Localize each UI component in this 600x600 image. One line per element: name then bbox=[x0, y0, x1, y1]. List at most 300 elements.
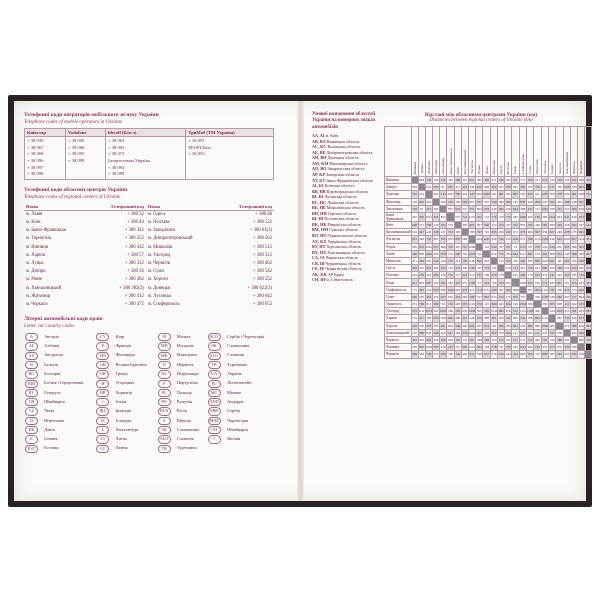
matrix-cell: 337 bbox=[455, 273, 461, 278]
matrix-cell: 775 bbox=[520, 178, 526, 183]
matrix-col-header: Запоріжжя bbox=[439, 127, 446, 177]
legend-item: AT, KT Івано-Франківська область bbox=[312, 177, 374, 183]
matrix-cell bbox=[571, 336, 578, 343]
matrix-cell: 305 bbox=[455, 230, 461, 235]
matrix-cell: 502 bbox=[426, 258, 432, 263]
matrix-cell: 911 bbox=[535, 192, 540, 197]
city-name: м. Чернігів bbox=[147, 260, 170, 266]
matrix-cell: 670 bbox=[564, 323, 570, 328]
cell-trimob-codes: + 38 091 PEOPLEnet + 38 092 bbox=[186, 137, 274, 180]
matrix-cell: 899 bbox=[440, 244, 446, 249]
cell-vodafone-codes: + 38 050 + 38 066 + 38 095 + 38 099 bbox=[65, 137, 105, 180]
table-row bbox=[24, 252, 274, 260]
matrix-cell: 902 bbox=[526, 212, 533, 221]
matrix-cell: 1172 bbox=[519, 244, 526, 249]
legend-item: BI, HI Полтавська область bbox=[312, 216, 359, 222]
matrix-cell: 392 bbox=[440, 266, 446, 271]
matrix-cell: 931 bbox=[586, 237, 591, 242]
regional-codes-section bbox=[24, 187, 292, 309]
matrix-cell: 452 bbox=[527, 192, 533, 197]
matrix-cell: 706 bbox=[505, 251, 511, 256]
matrix-cell: 475 bbox=[455, 266, 461, 271]
country-name: Польща bbox=[176, 389, 192, 395]
matrix-col-header: Черкаси bbox=[571, 127, 578, 177]
matrix-cell: 653 bbox=[527, 280, 533, 285]
matrix-cell: 559 bbox=[564, 266, 570, 271]
matrix-cell: 352 bbox=[476, 212, 483, 221]
matrix-row-header: Кропивницький bbox=[386, 230, 411, 235]
matrix-cell: 459 bbox=[586, 330, 591, 335]
matrix-cell: 81 bbox=[439, 184, 446, 191]
matrix-cell: 597 bbox=[462, 302, 468, 307]
matrix-cell: 648 bbox=[491, 237, 497, 242]
city-code: + 380 552 bbox=[252, 277, 272, 283]
matrix-cell: 296 bbox=[498, 230, 504, 235]
matrix-cell: 132 bbox=[491, 266, 497, 271]
matrix-cell: 650 bbox=[433, 316, 439, 321]
country-code-badge: BY bbox=[24, 388, 43, 397]
matrix-cell: 520 bbox=[419, 199, 424, 204]
matrix-cell: 280 bbox=[448, 309, 453, 314]
matrix-cell: 240 bbox=[564, 251, 570, 256]
matrix-cell: 459 bbox=[564, 352, 570, 357]
matrix-cell: 247 bbox=[419, 230, 424, 235]
matrix-cell: 767 bbox=[527, 287, 533, 292]
matrix-cell: 539 bbox=[412, 323, 417, 328]
country-code-badge: J bbox=[207, 435, 227, 444]
legend-item: BX, HX Хмельницька область bbox=[312, 249, 366, 255]
country-code-badge: RO bbox=[157, 398, 176, 407]
matrix-cell: 320 bbox=[419, 338, 424, 343]
matrix-cell: 1032 bbox=[490, 309, 498, 314]
country-name: Кіпр bbox=[115, 333, 125, 339]
matrix-cell: 629 bbox=[448, 338, 453, 343]
matrix-cell: 462 bbox=[571, 192, 577, 197]
matrix-cell: 781 bbox=[542, 338, 548, 343]
matrix-cell: 470 bbox=[469, 273, 475, 278]
matrix-cell: 213 bbox=[426, 206, 432, 211]
matrix-cell: 320 bbox=[571, 258, 577, 263]
matrix-cell: 593 bbox=[557, 199, 562, 204]
country-code-badge: UA bbox=[207, 370, 227, 379]
matrix-cell: 1111 bbox=[541, 185, 548, 190]
head-name-left: Назва bbox=[24, 203, 90, 211]
matrix-cell: 618 bbox=[491, 352, 497, 357]
matrix-cell: 1009 bbox=[578, 192, 585, 197]
matrix-row-header: Суми bbox=[385, 293, 412, 300]
matrix-cell: 726 bbox=[426, 352, 432, 357]
country-code-badge: F bbox=[95, 342, 114, 351]
matrix-cell: 672 bbox=[469, 287, 475, 292]
matrix-cell: 539 bbox=[557, 178, 562, 183]
matrix-cell: 805 bbox=[469, 223, 475, 228]
matrix-cell: 840 bbox=[476, 258, 482, 263]
matrix-cell: 824 bbox=[513, 206, 518, 211]
matrix-cell: 734 bbox=[549, 178, 555, 183]
country-codes-title-en: Letter car country codes bbox=[24, 323, 74, 330]
city-name: м. Одеса bbox=[147, 211, 166, 217]
matrix-cell: 520 bbox=[433, 185, 439, 190]
country-code-badge: FL bbox=[207, 379, 227, 388]
matrix-cell: 898 bbox=[484, 185, 490, 190]
matrix-cell: 653 bbox=[513, 273, 518, 278]
legend-item: BT, HT Херсонська область bbox=[312, 244, 362, 250]
matrix-cell: 209 bbox=[564, 345, 570, 350]
matrix-cell: 643 bbox=[535, 266, 540, 271]
matrix-cell: 428 bbox=[455, 302, 461, 307]
matrix-cell: 1266 bbox=[468, 244, 476, 249]
matrix-cell: 746 bbox=[412, 192, 417, 197]
matrix-cell: 973 bbox=[578, 316, 584, 321]
country-code-badge: N bbox=[157, 360, 176, 369]
country-code-badge: LV bbox=[95, 444, 114, 453]
matrix-cell: 388 bbox=[557, 338, 562, 343]
matrix-cell: 653 bbox=[527, 258, 533, 263]
matrix-cell: 453 bbox=[542, 330, 548, 335]
city-name: м. Миколаїв bbox=[147, 244, 173, 250]
legend-item: BC, HC Львівська область bbox=[312, 199, 359, 205]
matrix-row-header: Тернопіль bbox=[385, 301, 412, 308]
country-code-badge: MK bbox=[157, 351, 176, 360]
matrix-cell: 845 bbox=[513, 316, 518, 321]
matrix-cell: 478 bbox=[505, 266, 511, 271]
matrix-cell: 939 bbox=[462, 309, 468, 314]
matrix-cell: 135 bbox=[571, 230, 577, 235]
matrix-cell: 231 bbox=[535, 178, 540, 183]
matrix-cell: 453 bbox=[564, 309, 570, 314]
matrix-cell: 399 bbox=[586, 178, 591, 183]
matrix-cell: 322 bbox=[412, 338, 417, 343]
matrix-cell: 480 bbox=[498, 199, 504, 204]
country-name: Андорра bbox=[227, 398, 244, 404]
matrix-cell: 1045 bbox=[563, 237, 571, 242]
matrix-cell: 560 bbox=[549, 266, 555, 271]
matrix-cell: 824 bbox=[440, 280, 446, 285]
matrix-cell: 454 bbox=[586, 280, 591, 285]
matrix-cell: 785 bbox=[542, 223, 548, 228]
matrix-cell: 224 bbox=[484, 280, 490, 285]
matrix-cell: 471 bbox=[412, 258, 417, 263]
matrix-cell bbox=[578, 344, 585, 351]
matrix-cell: 595 bbox=[527, 178, 533, 183]
matrix-cell: 433 bbox=[513, 345, 518, 350]
matrix-cell: 587 bbox=[549, 352, 555, 357]
country-code-badge: NL bbox=[157, 370, 176, 379]
matrix-cell: 1004 bbox=[534, 287, 541, 292]
country-code-badge: CH bbox=[207, 425, 227, 434]
matrix-cell: 136 bbox=[448, 302, 453, 307]
country-name: Угорщина bbox=[115, 380, 135, 386]
city-code: + 380 542 bbox=[252, 269, 272, 275]
matrix-cell: 549 bbox=[557, 223, 562, 228]
matrix-cell: 931 bbox=[469, 352, 475, 357]
matrix-cell: 1047 bbox=[447, 192, 454, 197]
matrix-cell: 81 bbox=[419, 206, 424, 211]
matrix-cell: 556 bbox=[440, 178, 446, 183]
matrix-cell: 867 bbox=[419, 345, 424, 350]
legend-item: AK, KK АР Крим bbox=[312, 271, 344, 277]
matrix-row-header: Полтава bbox=[385, 272, 412, 279]
matrix-cell bbox=[512, 279, 519, 286]
matrix-cell: 679 bbox=[586, 345, 591, 350]
matrix-cell: 572 bbox=[542, 280, 548, 285]
table-row bbox=[24, 260, 274, 268]
country-name bbox=[226, 444, 276, 453]
matrix-cell: 326 bbox=[549, 338, 555, 343]
matrix-cell: 573 bbox=[412, 309, 417, 314]
matrix-cell: 141 bbox=[505, 316, 511, 321]
matrix-cell: 698 bbox=[419, 330, 424, 335]
matrix-cell: 755 bbox=[549, 330, 555, 335]
matrix-cell: 360 bbox=[412, 251, 417, 256]
table-row bbox=[385, 293, 592, 300]
country-name: Боснія і Герцеговина bbox=[44, 380, 84, 386]
matrix-cell: 746 bbox=[426, 178, 432, 183]
country-codes-section bbox=[24, 316, 292, 453]
matrix-cell: 430 bbox=[527, 199, 533, 204]
country-code-badge: IS bbox=[95, 416, 114, 425]
matrix-row-header: Рівне bbox=[385, 279, 412, 286]
matrix-cell: 721 bbox=[440, 302, 446, 307]
matrix-col-header: Ужгород bbox=[541, 127, 548, 177]
matrix-cell: 1050 bbox=[541, 323, 548, 328]
matrix-cell: 536 bbox=[549, 287, 555, 292]
matrix-cell: 432 bbox=[433, 251, 439, 256]
table-row bbox=[385, 191, 592, 198]
legend-item: AP, KP Запорізька область bbox=[312, 171, 359, 177]
matrix-cell: 446 bbox=[549, 237, 555, 242]
country-name: Швейцарія bbox=[227, 426, 248, 432]
matrix-cell: 183 bbox=[535, 345, 540, 350]
city-name: м. Житомир bbox=[26, 293, 51, 299]
matrix-cell: 867 bbox=[484, 294, 490, 299]
legend-item: CB, IB Чернівецька область bbox=[312, 260, 362, 266]
city-name: м. Дніпро bbox=[26, 269, 46, 275]
matrix-cell: 899 bbox=[476, 206, 482, 211]
city-name: м. Тернопіль bbox=[26, 236, 52, 242]
legend-item: BK, HK Рівненська область bbox=[312, 221, 362, 227]
matrix-cell: 335 bbox=[455, 294, 461, 299]
table-row bbox=[24, 236, 274, 244]
city-name: м. Луганськ bbox=[147, 293, 172, 299]
matrix-cell: 589 bbox=[476, 338, 482, 343]
city-name: м. Ужгород bbox=[147, 252, 171, 258]
plate-legend-section bbox=[312, 112, 378, 283]
matrix-cell: 769 bbox=[419, 302, 424, 307]
matrix-cell: 316 bbox=[462, 178, 468, 183]
city-code: + 380 412 bbox=[124, 293, 144, 299]
matrix-cell: 367 bbox=[448, 178, 453, 183]
matrix-cell: 419 bbox=[571, 266, 577, 271]
matrix-cell: 492 bbox=[535, 338, 540, 343]
table-header-row bbox=[385, 127, 592, 177]
matrix-cell: 673 bbox=[513, 230, 518, 235]
matrix-cell: 880 bbox=[542, 352, 548, 357]
matrix-cell: 176 bbox=[505, 294, 511, 299]
matrix-cell: 598 bbox=[469, 294, 475, 299]
matrix-cell: 461 bbox=[549, 258, 555, 263]
matrix-cell: 265 bbox=[476, 330, 482, 335]
city-code: + 380 312 bbox=[252, 252, 272, 258]
matrix-cell: 1040 bbox=[447, 287, 454, 292]
matrix-cell: 192 bbox=[571, 223, 577, 228]
matrix-cell: 693 bbox=[557, 352, 562, 357]
matrix-col-header: Сімферополь bbox=[519, 127, 526, 177]
matrix-cell: 191 bbox=[513, 330, 518, 335]
matrix-cell: 152 bbox=[484, 244, 490, 249]
matrix-cell: 152 bbox=[476, 251, 482, 256]
matrix-cell: 502 bbox=[476, 309, 482, 314]
matrix-row-header: Чернівці bbox=[385, 344, 412, 351]
matrix-cell: 183 bbox=[513, 199, 518, 204]
matrix-cell: 525 bbox=[440, 223, 446, 228]
matrix-col-header: Миколаїв bbox=[490, 127, 497, 177]
matrix-cell: 403 bbox=[571, 330, 577, 335]
matrix-cell: 191 bbox=[564, 280, 570, 285]
legend-item: AX, KX Харківська область bbox=[312, 238, 362, 244]
matrix-cell bbox=[541, 308, 548, 315]
table-row bbox=[24, 228, 274, 236]
matrix-cell: 147 bbox=[469, 192, 475, 197]
matrix-cell: 454 bbox=[513, 352, 518, 357]
matrix-cell: 653 bbox=[513, 294, 518, 299]
matrix-cell: 480 bbox=[455, 316, 461, 321]
legend-item: BO, HO Тернопільська область bbox=[312, 232, 368, 238]
matrix-cell: 987 bbox=[426, 280, 432, 285]
legend-item: AC, KC Волинська область bbox=[312, 144, 361, 150]
matrix-cell: 748 bbox=[578, 258, 584, 263]
matrix-cell: 1192 bbox=[468, 280, 476, 285]
matrix-cell: 570 bbox=[586, 302, 591, 307]
matrix-cell: 645 bbox=[542, 199, 548, 204]
matrix-cell: 726 bbox=[586, 192, 591, 197]
matrix-cell: 816 bbox=[578, 323, 584, 328]
matrix-cell: 1151 bbox=[483, 287, 490, 292]
left-page bbox=[24, 112, 292, 492]
matrix-cell: 461 bbox=[491, 316, 497, 321]
list-item bbox=[24, 398, 276, 407]
matrix-cell: 437 bbox=[440, 294, 446, 299]
table-row bbox=[385, 329, 592, 336]
matrix-cell: 68 bbox=[490, 322, 497, 329]
matrix-cell: 228 bbox=[557, 287, 562, 292]
matrix-cell: 923 bbox=[520, 330, 526, 335]
regional-codes-table bbox=[24, 203, 274, 309]
city-name: м. Херсон bbox=[147, 277, 168, 283]
country-name: Словенія bbox=[176, 436, 194, 442]
matrix-cell: 296 bbox=[520, 258, 526, 263]
right-page bbox=[312, 112, 591, 492]
matrix-cell: 602 bbox=[491, 330, 497, 335]
matrix-cell: 403 bbox=[564, 338, 570, 343]
country-code-badge: SRB bbox=[207, 407, 227, 416]
country-code-badge: S bbox=[157, 416, 176, 425]
matrix-cell: 503 bbox=[476, 345, 482, 350]
matrix-cell: 673 bbox=[462, 280, 468, 285]
matrix-cell: 185 bbox=[505, 185, 511, 190]
city-code: + 380 362 bbox=[124, 277, 144, 283]
head-code-left: Телефонний код bbox=[90, 203, 146, 211]
matrix-cell: 601 bbox=[426, 266, 432, 271]
matrix-cell: 867 bbox=[578, 185, 584, 190]
city-code: + 380 332 bbox=[124, 260, 144, 266]
country-code-badge: CZ bbox=[24, 407, 43, 416]
matrix-cell: 280 bbox=[541, 212, 548, 221]
matrix-cell: 227 bbox=[440, 230, 446, 235]
country-code-badge: SK bbox=[157, 425, 176, 434]
matrix-cell: 595 bbox=[412, 294, 417, 299]
matrix-cell: 905 bbox=[535, 316, 540, 321]
table-row bbox=[385, 286, 592, 293]
country-name: Білорусь bbox=[44, 389, 61, 395]
matrix-cell: 382 bbox=[512, 212, 519, 221]
matrix-cell: 985 bbox=[542, 266, 548, 271]
city-name: м. Рівне bbox=[26, 277, 43, 283]
matrix-cell: 323 bbox=[455, 280, 461, 285]
country-code-badge: EST bbox=[24, 444, 43, 453]
matrix-cell: 397 bbox=[520, 266, 526, 271]
col-kyivstar: Київстар bbox=[25, 129, 66, 137]
matrix-cell: 785 bbox=[455, 309, 461, 314]
city-code: + 380 642 bbox=[252, 293, 272, 299]
matrix-cell: 271 bbox=[586, 199, 591, 204]
matrix-cell: 502 bbox=[542, 244, 548, 249]
matrix-cell: 484 bbox=[462, 294, 468, 299]
mobile-codes-title-en: Telephone codes of mobile operators in Ukraine bbox=[24, 118, 123, 125]
matrix-cell: 602 bbox=[564, 258, 570, 263]
legend-item: AE, BE Дніпропетровська область bbox=[312, 149, 373, 155]
matrix-cell: 544 bbox=[433, 258, 439, 263]
matrix-cell: 766 bbox=[491, 280, 497, 285]
matrix-cell: 474 bbox=[455, 258, 461, 263]
matrix-cell: 238 bbox=[433, 338, 439, 343]
matrix-cell: 238 bbox=[571, 199, 577, 204]
country-name: Туреччина bbox=[227, 361, 247, 367]
matrix-cell: 690 bbox=[535, 258, 540, 263]
table-row bbox=[385, 336, 592, 343]
matrix-cell: 247 bbox=[448, 330, 453, 335]
matrix-cell: 747 bbox=[476, 230, 482, 235]
matrix-cell: 147 bbox=[426, 237, 432, 242]
matrix-cell: 120 bbox=[564, 178, 570, 183]
matrix-cell: 367 bbox=[411, 212, 418, 221]
matrix-col-header: Одеса bbox=[498, 127, 505, 177]
matrix-cell: 228 bbox=[520, 323, 526, 328]
matrix-cell: 732 bbox=[505, 345, 511, 350]
city-code: + 380 532 bbox=[252, 220, 272, 226]
country-code-badge: SK bbox=[207, 342, 227, 351]
matrix-cell: 390 bbox=[535, 309, 540, 314]
matrix-cell: 183 bbox=[578, 302, 584, 307]
matrix-cell: 861 bbox=[557, 280, 562, 285]
matrix-cell: 526 bbox=[426, 287, 432, 292]
list-item bbox=[24, 416, 276, 425]
matrix-cell: 322 bbox=[571, 178, 577, 183]
matrix-cell: 478 bbox=[498, 273, 504, 278]
matrix-cell: 850 bbox=[433, 287, 439, 292]
regional-codes-title-uk: Телефонні коди обласних центрів України bbox=[24, 187, 128, 194]
matrix-cell: 1098 bbox=[512, 287, 519, 292]
matrix-cell: 1214 bbox=[578, 237, 585, 242]
list-item bbox=[24, 360, 276, 369]
country-code-badge: TR bbox=[207, 360, 227, 369]
matrix-cell: 360 bbox=[484, 178, 490, 183]
matrix-cell: 584 bbox=[586, 185, 591, 190]
table-row bbox=[385, 198, 592, 205]
matrix-cell: 559 bbox=[498, 330, 504, 335]
matrix-cell: 556 bbox=[412, 206, 417, 211]
matrix-cell: 650 bbox=[564, 206, 570, 211]
